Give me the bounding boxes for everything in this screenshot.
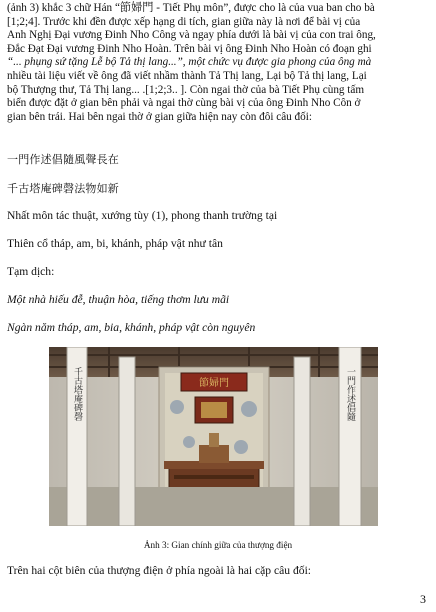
closing-line: Trên hai cột biên của thượng điện ở phía ngoài là hai cặp câu đối: — [7, 564, 312, 577]
intro-line: Anh Nghị Đại vương Đinh Nho Công và ngay phía dưới là bài vị của con trai ông, — [7, 29, 376, 42]
temple-photo-drawing — [49, 347, 378, 526]
intro-line: “... phụng sứ tặng Lễ bộ Tả thị lang...”, một chức vụ được gia phong của ông mà — [7, 56, 372, 69]
translation-line-2: Ngàn năm tháp, am, bia, khánh, pháp vật còn nguyên — [7, 321, 256, 334]
intro-line: gian bên trái. Hai bên ngai thờ ở gian giữa hiện nay còn đôi câu đối: — [7, 110, 312, 123]
page-number: 3 — [420, 592, 426, 606]
intro-line: biển được đặt ở gian bên phải và ngai thờ cùng bài vị của ông Đinh Nho Côn ở — [7, 97, 361, 110]
intro-paragraph — [7, 2, 429, 124]
han-couplet-line-2: 千古塔庵碑磬法物如新 — [7, 182, 119, 195]
phonetic-line-1: Nhất môn tác thuật, xướng tùy (1), phong thanh trường tại — [7, 209, 278, 222]
phonetic-line-2: Thiên cổ tháp, am, bi, khánh, pháp vật như tân — [7, 237, 223, 250]
intro-line: bộ Thượng thư, Tả Thị lang... .[1;2;3.. ]. Còn ngai thờ của bà Tiết Phụ cùng tấm — [7, 83, 365, 96]
translation-line-1: Một nhà hiếu đễ, thuận hòa, tiếng thơm lưu mãi — [7, 293, 230, 306]
han-couplet-line-1: 一門作述倡隨風聲長在 — [7, 153, 119, 166]
right-column-text: 一門作述倡隨 — [345, 367, 355, 421]
intro-line: Đắc Đạt Đại vương Đinh Nho Hoàn. Trên bài vị ông Đinh Nho Hoàn có đoạn ghi — [7, 42, 372, 55]
photo-caption: Ảnh 3: Gian chính giữa của thượng điện — [143, 540, 293, 550]
intro-line: [1;2;4]. Trước khi đền được xếp hạng di tích, gian giữa này là nơi để bài vị của — [7, 15, 361, 28]
intro-line: nhiều tài liệu viết về ông đã viết nhầm thành Tả Thị lang, Lại bộ Tả thị lang, Lại — [7, 69, 367, 82]
translation-label: Tạm dịch: — [7, 265, 55, 278]
temple-interior-photo — [49, 347, 378, 526]
left-column-text: 千古塔庵碑磬 — [72, 367, 82, 421]
intro-line: (ảnh 3) khắc 3 chữ Hán “節婦門 - Tiết Phụ môn”, được cho là của vua ban cho bà — [7, 2, 375, 14]
board-text: 節婦門 — [199, 378, 229, 389]
